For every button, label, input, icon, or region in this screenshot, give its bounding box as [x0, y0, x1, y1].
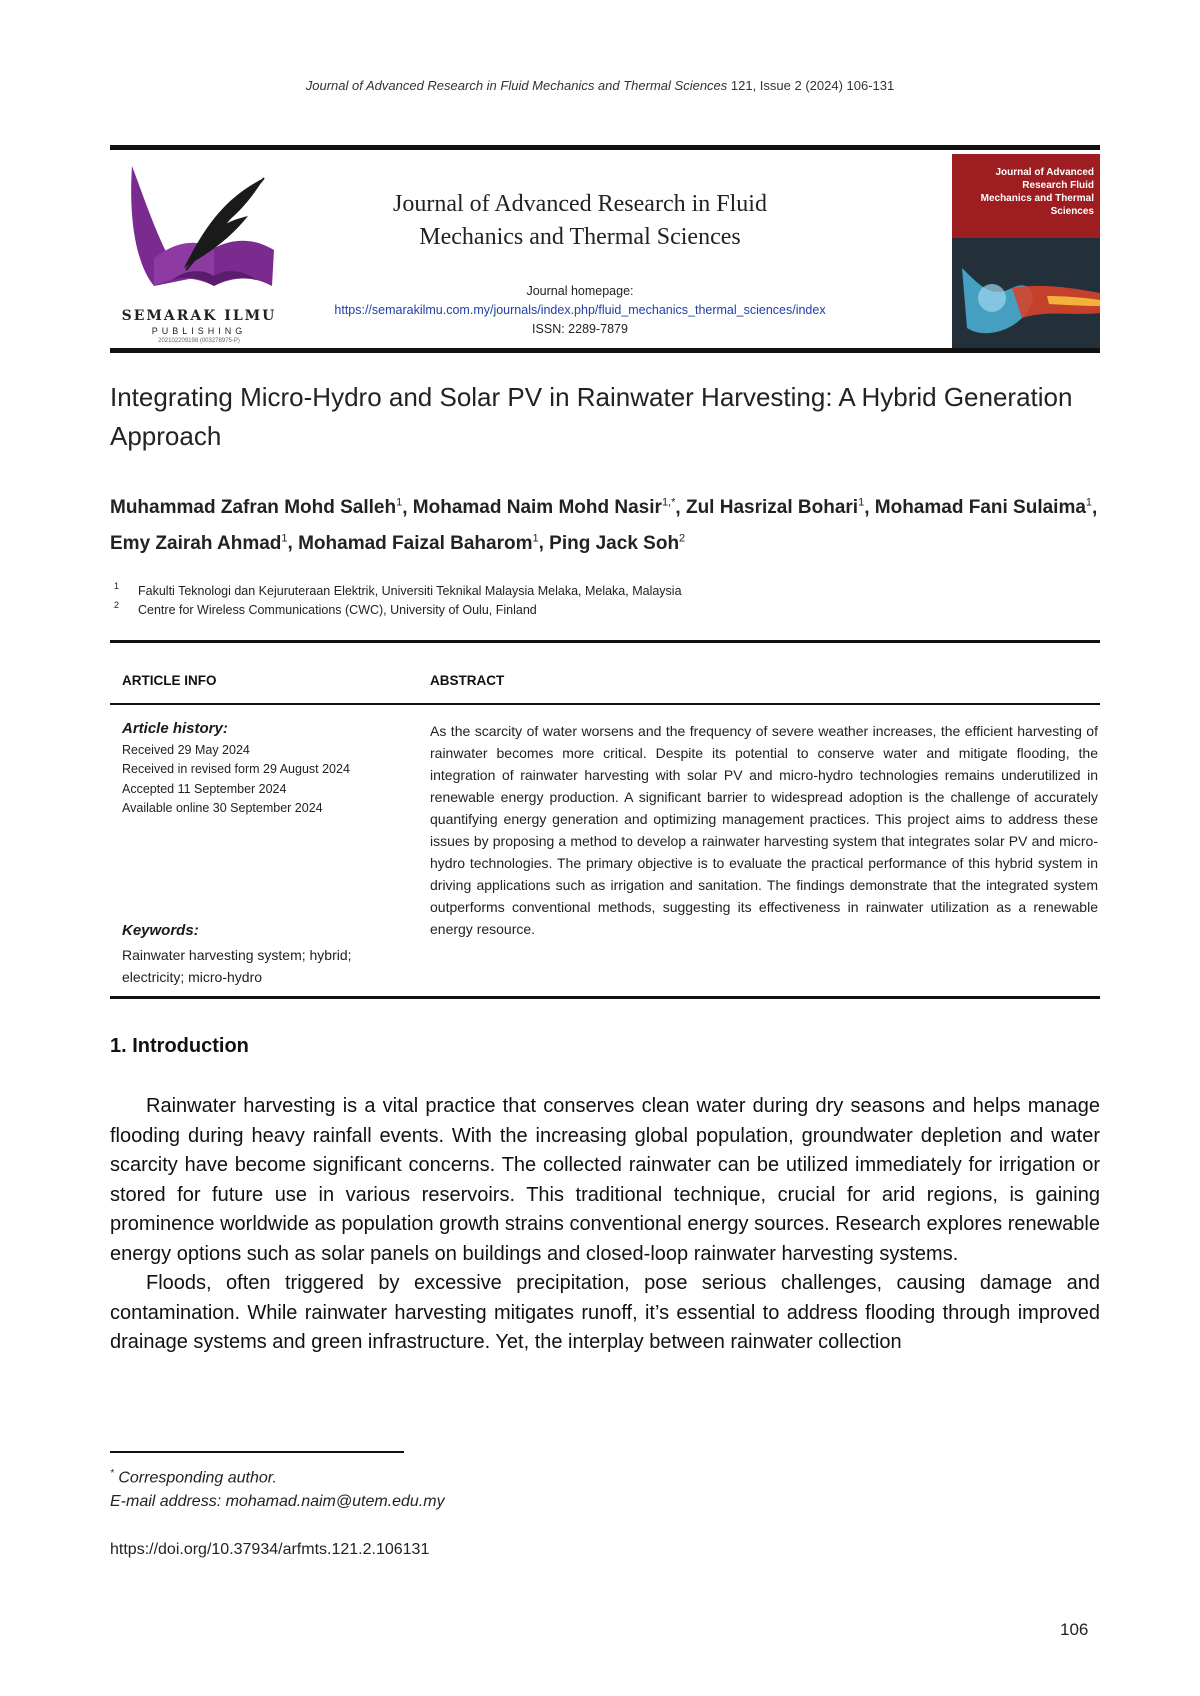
keywords-title: Keywords:	[122, 922, 199, 939]
author: Muhammad Zafran Mohd Salleh$^1$	[110, 497, 403, 519]
article-info-heading: ARTICLE INFO	[122, 673, 217, 688]
article-title: Integrating Micro-Hydro and Solar PV in Rainwater Harvesting: A Hybrid Generation Approach	[110, 382, 1073, 451]
abstract-heading: ABSTRACT	[430, 673, 505, 688]
running-head-details: 121, Issue 2 (2024) 106-131	[727, 78, 895, 93]
author: Mohamad Fani Sulaima$^1$	[874, 497, 1093, 519]
history-online: Available online 30 September 2024	[122, 801, 323, 815]
author: Mohamad Faizal Baharom$^1$	[298, 532, 539, 554]
keywords: Rainwater harvesting system; hybrid; electricity; micro-hydro	[122, 947, 352, 985]
journal-name	[360, 188, 800, 254]
history-accepted: Accepted 11 September 2024	[122, 782, 287, 796]
history-received: Received 29 May 2024	[122, 743, 250, 757]
publisher-sub: PUBLISHING	[151, 326, 247, 336]
author-list: Muhammad Zafran Mohd Salleh$^1$, Mohamad Naim Mohd Nasir$^{1,*}$, Zul Hasrizal Bohari$^1$, Mohamad Fani Sulaima$^1$, Emy Zairah Ahmad$^1$, Mohamad Faizal Baharom$^1$, Ping Jack Soh$^2$	[110, 497, 1098, 554]
author: Mohamad Naim Mohd Nasir$^{1,*}$	[412, 497, 676, 519]
journal-name-line1: Journal of Advanced Research in Fluid	[393, 191, 767, 217]
running-head-journal: Journal of Advanced Research in Fluid Mechanics and Thermal Sciences	[305, 78, 728, 93]
divider	[110, 640, 1100, 643]
page-number: 106	[1060, 1620, 1089, 1639]
cover-image-icon	[952, 238, 1100, 348]
paragraph: Rainwater harvesting is a vital practice that conserves clean water during dry seasons and helps manage flooding during heavy rainfall events. With the increasing global population, groundwater depletion and water scarcity have become significant concerns. The collected rainwater can be utilized immediately for irrigation or stored for future use in various reservoirs. This traditional technique, crucial for arid regions, is gaining prominence worldwide as population growth strains conventional energy sources. Research explores renewable energy options such as solar panels on buildings and closed-loop rainwater harvesting systems.	[110, 1095, 1100, 1265]
journal-name-line2: Mechanics and Thermal Sciences	[419, 224, 741, 250]
journal-cover	[952, 154, 1100, 348]
introduction-body	[110, 1092, 1100, 1358]
abstract-text: As the scarcity of water worsens and the frequency of severe weather increases, the efficient harvesting of rainwater becomes more critical. Despite its potential to conserve water and mitigate flooding, the integration of rainwater harvesting with solar PV and micro-hydro technologies remains underutilized in renewable energy production. A significant barrier to widespread adoption is the challenge of accurately quantifying energy generation and optimizing management practices. This project aims to address these issues by proposing a method to develop a rainwater harvesting system that integrates solar PV and micro-hydro technologies. The primary objective is to evaluate the practical performance of this hybrid system in driving applications such as irrigation and sanitation. The findings demonstrate that the integrated system outperforms conventional methods, suggesting its effectiveness in rainwater utilization as a renewable energy resource.	[430, 723, 1098, 937]
paragraph: Floods, often triggered by excessive precipitation, pose serious challenges, causing damage and contamination. While rainwater harvesting mitigates runoff, it’s essential to address flooding through improved drainage systems and green infrastructure. Yet, the interplay between rainwater collection	[110, 1272, 1100, 1353]
author: Emy Zairah Ahmad$^1$	[110, 532, 288, 554]
publisher-logo	[114, 158, 284, 346]
publisher-reg: 202102209198 (003278975-P)	[158, 338, 240, 344]
doi-link[interactable]: https://doi.org/10.37934/arfmts.121.2.106131	[110, 1541, 430, 1558]
footnote-divider	[110, 1451, 404, 1453]
footnote-corresponding: * Corresponding author.	[110, 1468, 277, 1487]
history-revised: Received in revised form 29 August 2024	[122, 762, 350, 776]
footnote-email: E-mail address: mohamad.naim@utem.edu.my	[110, 1493, 445, 1510]
homepage-label: Journal homepage:	[526, 284, 634, 298]
feather-book-logo-icon	[114, 158, 284, 308]
article-history-title: Article history:	[122, 720, 228, 737]
divider	[110, 703, 1100, 705]
author: Ping Jack Soh$^2$	[549, 532, 686, 554]
section-heading: 1. Introduction	[110, 1035, 249, 1057]
running-head	[0, 78, 1200, 93]
homepage-link[interactable]: https://semarakilmu.com.my/journals/index.php/fluid_mechanics_thermal_sciences/index	[334, 303, 826, 317]
masthead	[110, 145, 1100, 353]
publisher-name: SEMARAK ILMU	[121, 308, 277, 324]
issn: ISSN: 2289-7879	[532, 322, 628, 336]
journal-homepage	[300, 282, 860, 339]
cover-title: Journal of Advanced Research Fluid Mechanics and Thermal Sciences	[980, 167, 1094, 217]
divider	[110, 996, 1100, 999]
author: Zul Hasrizal Bohari$^1$	[685, 497, 865, 519]
